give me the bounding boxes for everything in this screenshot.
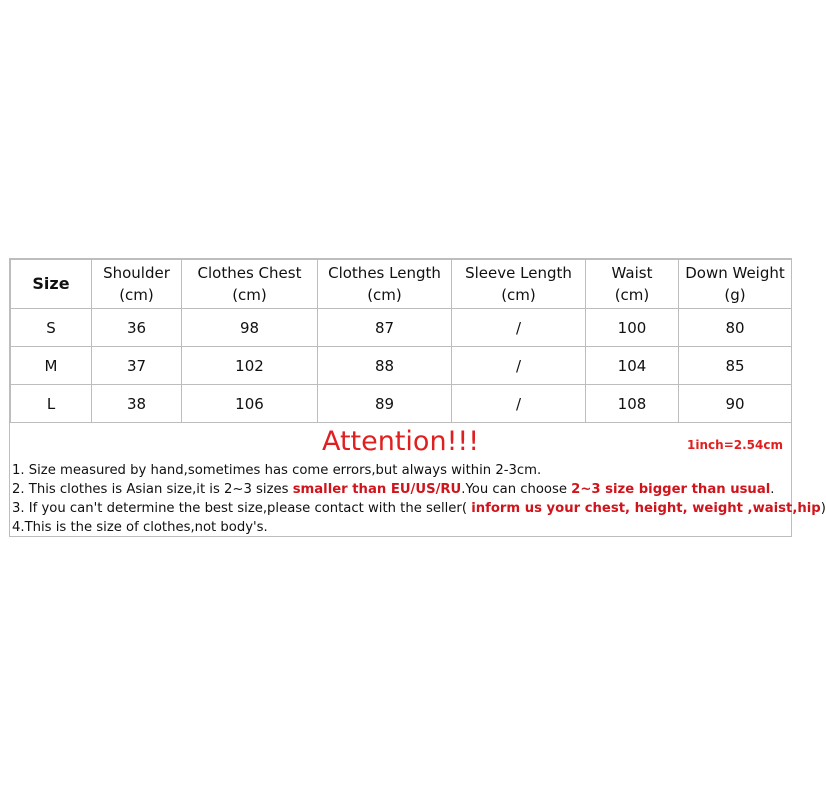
- cell-sleeve: /: [452, 347, 586, 385]
- col-header-down-weight: Down Weight (g): [679, 260, 792, 309]
- cell-sleeve: /: [452, 309, 586, 347]
- cell-waist: 100: [586, 309, 679, 347]
- cell-sleeve: /: [452, 385, 586, 423]
- cell-chest: 106: [182, 385, 318, 423]
- note-3-end: ): [820, 501, 826, 516]
- cell-size: L: [11, 385, 92, 423]
- inch-conversion: 1inch=2.54cm: [687, 438, 783, 452]
- note-3-text: 3. If you can't determine the best size,please contact with the seller(: [12, 501, 472, 516]
- cell-size: M: [11, 347, 92, 385]
- note-4: 4.This is the size of clothes,not body's.: [12, 520, 268, 535]
- col-header-waist: Waist (cm): [586, 260, 679, 309]
- cell-length: 87: [318, 309, 452, 347]
- cell-down-weight: 90: [679, 385, 792, 423]
- cell-shoulder: 36: [92, 309, 182, 347]
- size-table: [10, 259, 792, 423]
- col-header-chest: Clothes Chest (cm): [182, 260, 318, 309]
- cell-shoulder: 38: [92, 385, 182, 423]
- cell-size: S: [11, 309, 92, 347]
- cell-length: 89: [318, 385, 452, 423]
- note-2-end: .: [770, 482, 775, 497]
- note-1: 1. Size measured by hand,sometimes has come errors,but always within 2-3cm.: [12, 463, 542, 478]
- col-header-shoulder: Shoulder (cm): [92, 260, 182, 309]
- note-2-text: 2. This clothes is Asian size,it is 2~3 sizes: [12, 482, 293, 497]
- cell-down-weight: 85: [679, 347, 792, 385]
- note-3: [12, 500, 826, 518]
- note-2: [12, 481, 774, 499]
- col-header-size: Size: [11, 260, 92, 309]
- table-row: [11, 309, 792, 347]
- col-header-length: Clothes Length (cm): [318, 260, 452, 309]
- col-header-sleeve: Sleeve Length (cm): [452, 260, 586, 309]
- cell-length: 88: [318, 347, 452, 385]
- notes-section: [10, 422, 826, 536]
- size-chart: [9, 258, 826, 537]
- note-3-highlight: inform us your chest, height, weight ,waist,hip: [471, 501, 821, 516]
- cell-shoulder: 37: [92, 347, 182, 385]
- table-row: [11, 385, 792, 423]
- note-2-highlight-2: 2~3 size bigger than usual: [571, 482, 771, 497]
- cell-down-weight: 80: [679, 309, 792, 347]
- cell-waist: 108: [586, 385, 679, 423]
- cell-chest: 98: [182, 309, 318, 347]
- header-row: [11, 260, 792, 309]
- cell-waist: 104: [586, 347, 679, 385]
- note-2-text-2: .You can choose: [461, 482, 572, 497]
- attention-heading: Attention!!!: [321, 426, 480, 457]
- table-row: [11, 347, 792, 385]
- note-2-highlight-1: smaller than EU/US/RU: [292, 482, 462, 497]
- cell-chest: 102: [182, 347, 318, 385]
